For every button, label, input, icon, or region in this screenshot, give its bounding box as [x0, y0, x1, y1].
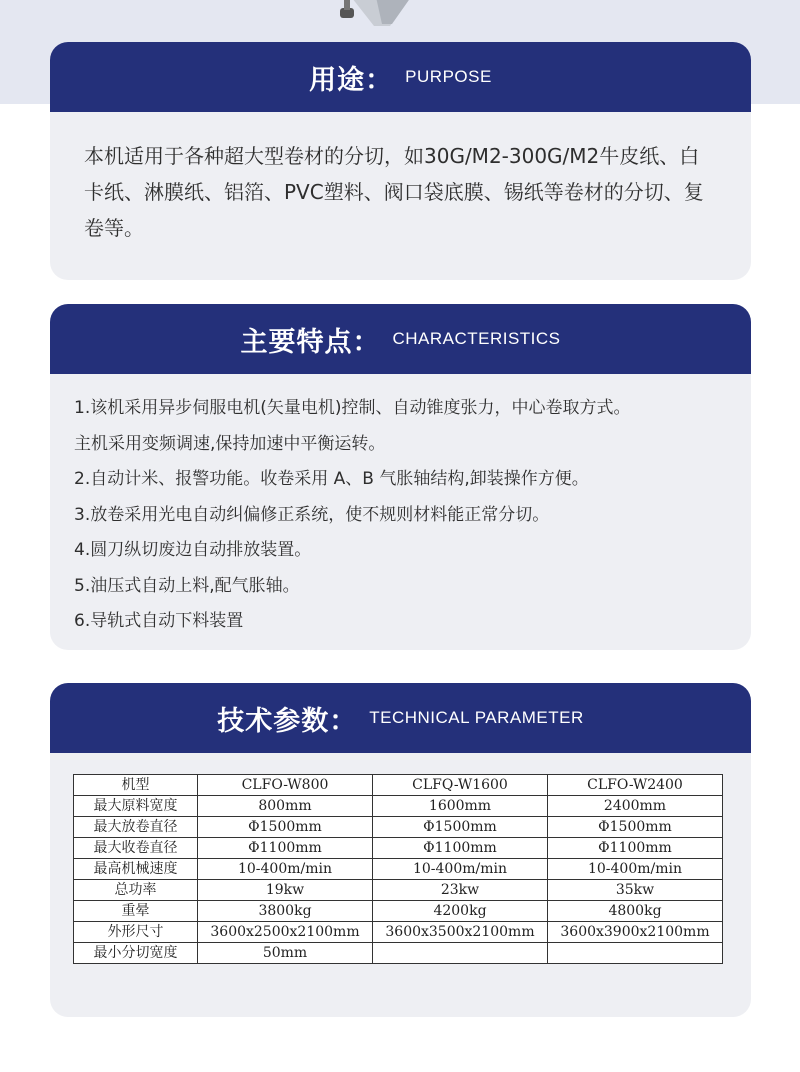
table-cell: 1600mm: [373, 796, 548, 817]
table-cell: 外形尺寸: [74, 922, 198, 943]
purpose-header: [50, 42, 751, 112]
table-cell: 50mm: [198, 943, 373, 964]
purpose-title-cn: 用途：: [309, 64, 394, 96]
table-cell: 2400mm: [548, 796, 723, 817]
table-cell: 800mm: [198, 796, 373, 817]
purpose-card: [50, 42, 751, 280]
table-cell: CLFQ-W1600: [373, 775, 548, 796]
technical-title-en: TECHNICAL PARAMETER: [369, 708, 584, 727]
list-item: 3.放卷采用光电自动纠偏修正系统，使不规则材料能正常分切。: [74, 504, 550, 525]
characteristics-title-cn: 主要特点：: [240, 326, 381, 358]
table-cell: 机型: [74, 775, 198, 796]
characteristics-card: [50, 304, 751, 650]
table-cell: 4800kg: [548, 901, 723, 922]
table-cell: 10-400m/min: [198, 859, 373, 880]
list-item: 4.圆刀纵切废边自动排放装置。: [74, 540, 312, 560]
table-row: [74, 838, 723, 859]
characteristics-header: [50, 304, 751, 374]
table-cell: 最大原料宽度: [74, 796, 198, 817]
table-row: [74, 901, 723, 922]
table-row: [74, 817, 723, 838]
purpose-title-en: PURPOSE: [405, 67, 492, 86]
table-cell: [548, 943, 723, 964]
table-cell: 3600x2500x2100mm: [198, 922, 373, 943]
parameter-table: [73, 774, 723, 964]
table-cell: 35kw: [548, 880, 723, 901]
table-cell: Φ1500mm: [548, 817, 723, 838]
list-item: 1.该机采用异步伺服电机(矢量电机)控制、自动锥度张力，中心卷取方式。: [74, 398, 631, 418]
list-item: 5.油压式自动上料,配气胀轴。: [74, 575, 300, 596]
table-cell: 4200kg: [373, 901, 548, 922]
technical-header: [50, 683, 751, 753]
technical-card: [50, 683, 751, 1017]
table-cell: Φ1100mm: [373, 838, 548, 859]
table-cell: Φ1100mm: [548, 838, 723, 859]
machine-foot-image: [330, 0, 430, 30]
table-row: [74, 880, 723, 901]
table-cell: 10-400m/min: [548, 859, 723, 880]
purpose-text: 本机适用于各种超大型卷材的分切，如30G/M2-300G/M2牛皮纸、白卡纸、淋膜纸、铝箔、PVC塑料、阀口袋底膜、锡纸等卷材的分切、复卷等。: [84, 144, 704, 240]
table-cell: 10-400m/min: [373, 859, 548, 880]
table-cell: CLFO-W800: [198, 775, 373, 796]
table-cell: 19kw: [198, 880, 373, 901]
table-cell: 3800kg: [198, 901, 373, 922]
table-cell: 23kw: [373, 880, 548, 901]
characteristics-list: [50, 374, 751, 640]
list-item: 2.自动计米、报警功能。收卷采用 A、B 气胀轴结构,卸装操作方便。: [74, 469, 589, 489]
table-row: [74, 775, 723, 796]
table-cell: 重晕: [74, 901, 198, 922]
table-cell: Φ1100mm: [198, 838, 373, 859]
table-cell: 3600x3500x2100mm: [373, 922, 548, 943]
technical-title-cn: 技术参数：: [217, 705, 358, 737]
table-cell: 3600x3900x2100mm: [548, 922, 723, 943]
table-row: [74, 859, 723, 880]
table-row: [74, 922, 723, 943]
characteristics-title-en: CHARACTERISTICS: [392, 329, 561, 348]
table-cell: CLFO-W2400: [548, 775, 723, 796]
table-cell: 最小分切宽度: [74, 943, 198, 964]
table-cell: 最高机械速度: [74, 859, 198, 880]
table-row: [74, 796, 723, 817]
table-cell: 最大收卷直径: [74, 838, 198, 859]
table-cell: 总功率: [74, 880, 198, 901]
table-cell: Φ1500mm: [373, 817, 548, 838]
table-cell: Φ1500mm: [198, 817, 373, 838]
table-cell: [373, 943, 548, 964]
table-row: [74, 943, 723, 964]
list-item: 6.导轨式自动下料装置: [74, 611, 244, 631]
list-item: 主机采用变频调速,保持加速中平衡运转。: [74, 433, 386, 454]
table-cell: 最大放卷直径: [74, 817, 198, 838]
